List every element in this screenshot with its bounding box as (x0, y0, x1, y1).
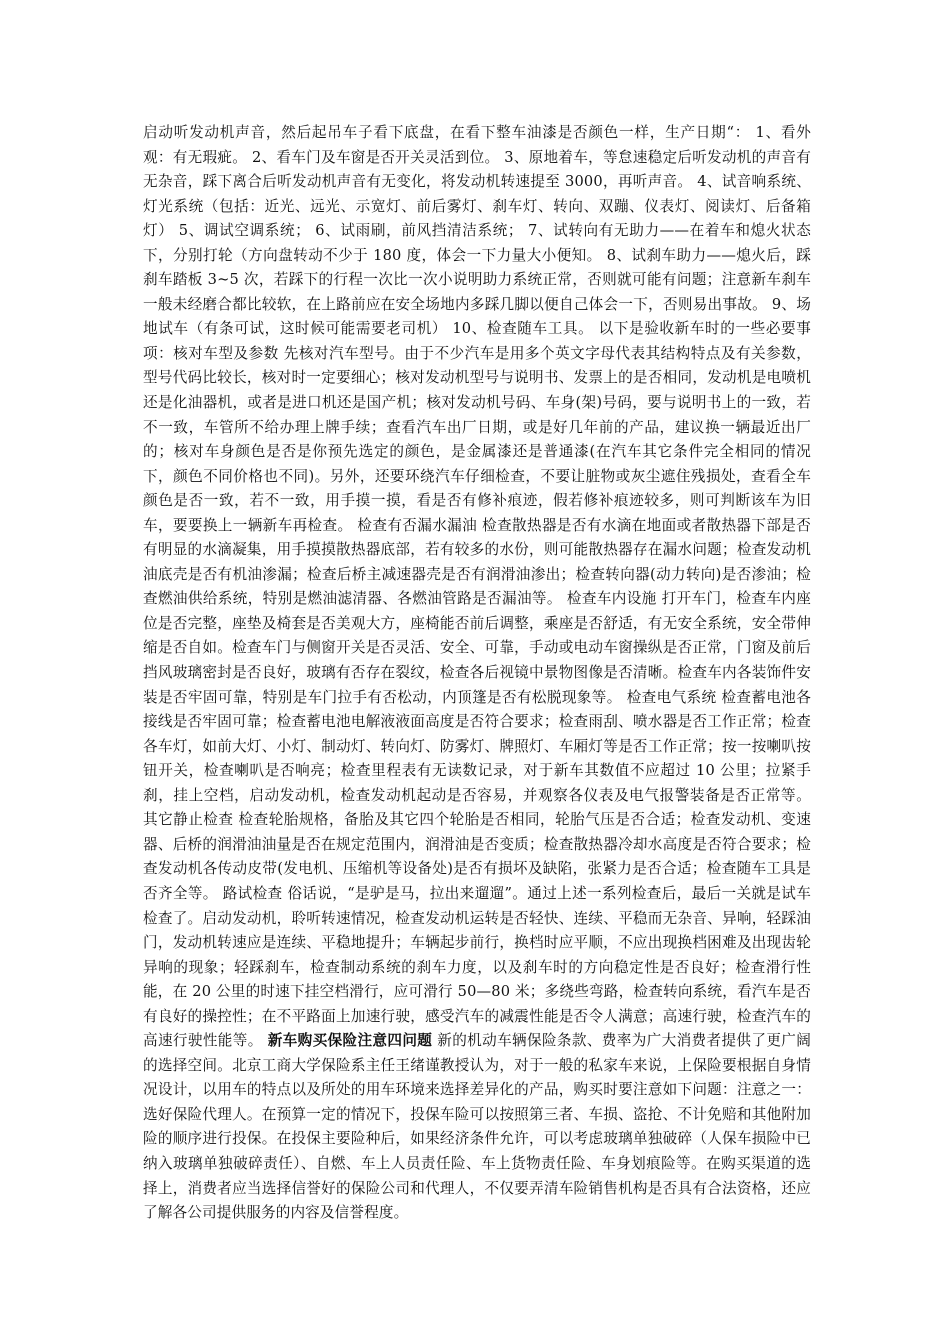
body-paragraph (143, 121, 811, 1226)
section-heading: 新车购买保险注意四问题 (267, 1032, 433, 1050)
document-page (143, 121, 811, 1226)
paragraph-text-part2: 新的机动车辆保险条款、费率为广大消费者提供了更广阔的选择空间。北京工商大学保险系主任王绪谨教授认为，对于一般的私家车来说，上保险要根据自身情况设计，以用车的特点以及所处的用车环境来选择差异化的产品，购买时要注意如下问题：注意之一：选好保险代理人。在预算一定的情况下，投保车险可以按照第三者、车损、盗抢、不计免赔和其他附加险的顺序进行投保。在投保主要险种后，如果经济条件允许，可以考虑玻璃单独破碎（人保车损险中已纳入玻璃单独破碎责任）、自燃、车上人员责任险、车上货物责任险、车身划痕险等。在购买渠道的选择上，消费者应当选择信誉好的保险公司和代理人，不仅要弄清车险销售机构是否具有合法资格，还应了解各公司提供服务的内容及信誉程度。 (143, 1032, 811, 1222)
paragraph-text-part1: 启动听发动机声音，然后起吊车子看下底盘，在看下整车油漆是否颜色一样，生产日期“： 1、看外观：有无瑕疵。 2、看车门及车窗是否开关灵活到位。 3、原地着车，等怠速稳定后听发动机的声音有无杂音，踩下离合后听发动机声音有无变化，将发动机转速提至 3000，再听声音。 4、试音响系统、灯光系统（包括：近光、远光、示宽灯、前后雾灯、刹车灯、转向、双蹦、仪表灯、阅读灯、后备箱灯） 5、调试空调系统； 6、试雨刷，前风挡清洁系统； 7、试转向有无助力——在着车和熄火状态下，分别打轮（方向盘转动不少于 180 度，体会一下力量大小便知。 8、试刹车助力——熄火后，踩刹车踏板 3~5 次，若踩下的行程一次比一次小说明助力系统正常，否则就可能有问题；注意新车刹车一般未经磨合都比较软，在上路前应在安全场地内多踩几脚以便自己体会一下，否则易出事故。 9、场地试车（有条可试，这时候可能需要老司机） 10、检查随车工具。 以下是验收新车时的一些必要事项：核对车型及参数 先核对汽车型号。由于不少汽车是用多个英文字母代表其结构特点及有关参数，型号代码比较长，核对时一定要细心；核对发动机型号与说明书、发票上的是否相同，发动机是电喷机还是化油器机，或者是进口机还是国产机；核对发动机号码、车身(架)号码，要与说明书上的一致，若不一致，车管所不给办理上牌手续；查看汽车出厂日期，或是好几年前的产品，建议换一辆最近出厂的；核对车身颜色是否是你预先选定的颜色，是金属漆还是普通漆(在汽车其它条件完全相同的情况下，颜色不同价格也不同)。另外，还要环绕汽车仔细检查，不要让脏物或灰尘遮住残损处，查看全车颜色是否一致，若不一致，用手摸一摸，看是否有修补痕迹，假若修补痕迹较多，则可判断该车为旧车，要要换上一辆新车再检查。 检查有否漏水漏油 检查散热器是否有水滴在地面或者散热器下部是否有明显的水滴凝集，用手摸摸散热器底部，若有较多的水份，则可能散热器存在漏水问题；检查发动机油底壳是否有机油渗漏；检查后桥主减速器壳是否有润滑油渗出；检查转向器(动力转向)是否渗油；检查燃油供给系统，特别是燃油滤清器、各燃油管路是否漏油等。 检查车内设施 打开车门，检查车内座位是否完整，座垫及椅套是否美观大方，座椅能否前后调整，乘座是否舒适，有无安全系统，安全带伸缩是否自如。检查车门与侧窗开关是否灵活、安全、可靠，手动或电动车窗操纵是否正常，门窗及前后挡风玻璃密封是否良好，玻璃有否存在裂纹，检查各后视镜中景物图像是否清晰。检查车内各装饰件安装是否牢固可靠，特别是车门拉手有否松动，内顶篷是否有松脱现象等。 检查电气系统 检查蓄电池各接线是否牢固可靠；检查蓄电池电解液液面高度是否符合要求；检查雨刮、喷水器是否工作正常；检查各车灯，如前大灯、小灯、制动灯、转向灯、防雾灯、牌照灯、车厢灯等是否工作正常；按一按喇叭按钮开关，检查喇叭是否响亮；检查里程表有无读数记录，对于新车其数值不应超过 10 公里；拉紧手刹，挂上空档，启动发动机，检查发动机起动是否容易，并观察各仪表及电气报警装备是否正常等。 其它静止检查 检查轮胎规格，备胎及其它四个轮胎是否相同，轮胎气压是否合适；检查发动机、变速器、后桥的润滑油油量是否在规定范围内，润滑油是否变质；检查散热器冷却水高度是否符合要求；检查发动机各传动皮带(发电机、压缩机等设备处)是否有损坏及缺陷，张紧力是否合适；检查随车工具是否齐全等。 路试检查 俗话说，“是驴是马，拉出来遛遛”。通过上述一系列检查后，最后一关就是试车检查了。启动发动机，聆听转速情况，检查发动机运转是否轻快、连续、平稳而无杂音、异响，轻踩油门，发动机转速应是连续、平稳地提升；车辆起步前行，换档时应平顺，不应出现换档困难及出现齿轮异响的现象；轻踩刹车，检查制动系统的刹车力度，以及刹车时的方向稳定性是否良好；检查滑行性能，在 20 公里的时速下挂空档滑行，应可滑行 50—80 米；多绕些弯路，检查转向系统，看汽车是否有良好的操控性；在不平路面上加速行驶，感受汽车的减震性能是否令人满意；高速行驶，检查汽车的高速行驶性能等。 (143, 124, 811, 1050)
